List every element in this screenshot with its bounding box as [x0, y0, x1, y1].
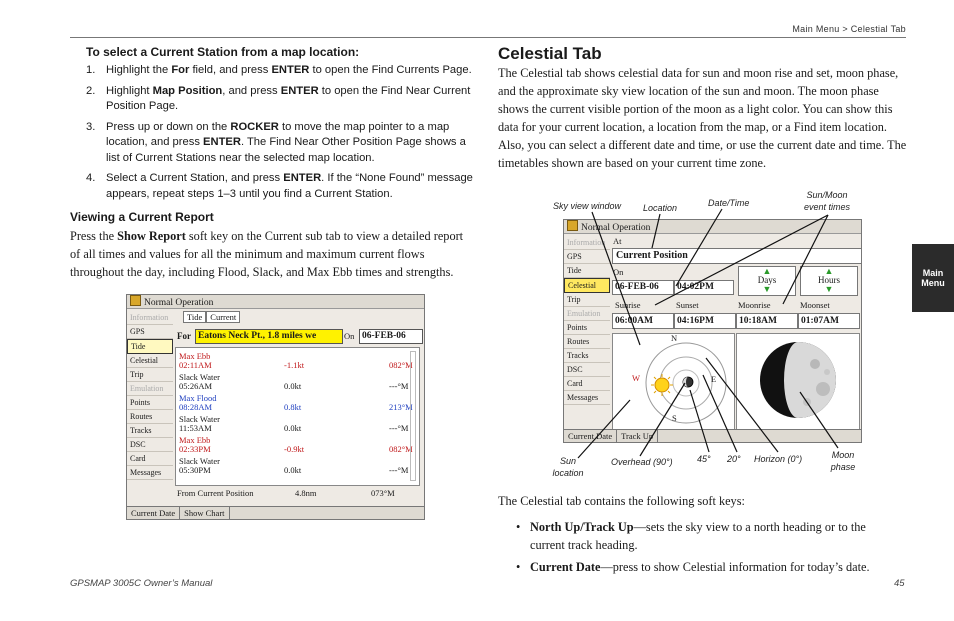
menu-item-celestial[interactable]: Celestial [564, 278, 610, 293]
menu-item-points[interactable]: Points [564, 321, 610, 335]
bullet-dot: • [516, 520, 521, 534]
moonset-header: Moonset [800, 300, 830, 310]
event-time: 02:11AM [179, 360, 212, 370]
menu-item-routes[interactable]: Routes [127, 410, 173, 424]
callout-moon-line1: Moon [831, 450, 855, 460]
location-leader [652, 214, 660, 248]
bullet-text: —press to show Celestial information for today’s date. [600, 560, 870, 574]
side-tab-line1: Main [922, 268, 944, 278]
menu-item-tracks[interactable]: Tracks [127, 424, 173, 438]
title-text: Normal Operation [581, 223, 651, 233]
menu-item-gps[interactable]: GPS [127, 325, 173, 339]
event-time: 08:28AM [179, 402, 213, 412]
footer-manual-title: GPSMAP 3005C Owner’s Manual [70, 578, 213, 589]
callout-sunmoon-line2: event times [803, 202, 851, 212]
date-field[interactable]: 06-FEB-06 [359, 329, 423, 344]
for-field[interactable]: Eatons Neck Pt., 1.8 miles we [195, 329, 343, 344]
step-number: 2. [86, 84, 96, 97]
step-text: Highlight Map Position, and press ENTER to open the Find Near Current Position Page. [106, 84, 471, 112]
current-date-softkey[interactable]: Current Date [564, 430, 617, 442]
moonrise-time: 10:18AM [736, 313, 798, 329]
sunmoon-leader-1 [783, 215, 828, 304]
sunmoon-leader-2 [655, 215, 828, 305]
step-number: 3. [86, 120, 96, 133]
bullet-item [512, 558, 892, 576]
menu-item-routes[interactable]: Routes [564, 335, 610, 349]
event-time: 05:26AM [179, 381, 213, 391]
tab-tide[interactable]: Tide [183, 311, 206, 323]
current-direction: ---°M [389, 423, 409, 433]
softkey-bullets [512, 518, 892, 580]
menu-item-information[interactable]: Information [564, 236, 610, 250]
step-number: 4. [86, 172, 96, 184]
callout-location: Location [643, 203, 678, 213]
current-speed: 0.8kt [284, 402, 302, 412]
track-up-softkey[interactable]: Track Up [617, 430, 658, 442]
callout-datetime: Date/Time [708, 198, 750, 208]
menu-item-gps[interactable]: GPS [564, 250, 610, 264]
menu-item-points[interactable]: Points [127, 396, 173, 410]
north-label: N [671, 333, 678, 343]
bullet-text: —sets the sky view to a north heading or to the current track heading. [530, 520, 866, 552]
sun-leader [578, 400, 630, 458]
sunset-header: Sunset [676, 300, 699, 310]
menu-item-messages[interactable]: Messages [127, 466, 173, 480]
menu-item-emulation[interactable]: Emulation [127, 382, 173, 396]
step-text: Press up or down on the ROCKER to move the map pointer to a map location, and press ENTER. The Find Near Other Position Page shows a list of Current Stations near the selected map location. [106, 120, 466, 164]
from-label: From Current Position [177, 488, 254, 498]
hours-down-icon[interactable]: ▼ [824, 284, 834, 294]
menu-item-tide[interactable]: Tide [127, 339, 173, 354]
callout-sun-location [548, 455, 588, 479]
step-text: Select a Current Station, and press ENTER. If the “None Found” message appears, repeat steps 1–3 until you find a Current Station. [106, 172, 473, 200]
softkeys-intro: The Celestial tab contains the following soft keys: [498, 494, 745, 508]
event-name: Slack Water [179, 414, 220, 424]
sunrise-header: Sunrise [615, 300, 641, 310]
days-down-icon[interactable]: ▼ [762, 284, 772, 294]
event-name: Slack Water [179, 372, 220, 382]
datetime-leader [676, 209, 722, 286]
hours-up-icon[interactable]: ▲ [824, 266, 834, 276]
current-direction: 213°M [389, 402, 413, 412]
menu-item-dsc[interactable]: DSC [564, 363, 610, 377]
south-label: S [672, 413, 677, 423]
menu-item-celestial[interactable]: Celestial [127, 354, 173, 368]
bullet-item [512, 518, 892, 554]
show-chart-softkey[interactable]: Show Chart [180, 507, 229, 519]
current-speed: 0.0kt [284, 381, 302, 391]
report-paragraph: Press the Show Report soft key on the Current sub tab to view a detailed report of all times and values for all the minimum and maximum current flows throughout the day, including Flood, Slack, and Max Ebb times and strengths. [70, 229, 464, 279]
sunset-time: 04:16PM [674, 313, 736, 329]
callout-45: 45° [697, 454, 711, 464]
footer-page-number: 45 [894, 578, 905, 589]
on-label: On [344, 331, 355, 341]
current-date-softkey[interactable]: Current Date [127, 507, 180, 519]
deg45-leader [690, 390, 709, 452]
east-label: E [711, 374, 717, 384]
event-time: 02:33PM [179, 444, 211, 454]
from-bearing: 073°M [371, 488, 395, 498]
menu-item-emulation[interactable]: Emulation [564, 307, 610, 321]
hours-label: Hours [818, 275, 840, 285]
celestial-paragraph: The Celestial tab shows celestial data for sun and moon rise and set, moon phase, and the approximate sky view location of the sun and moon. The moon phase shows the current visible portion of the moon as a light color. You can show this data for your current location, a location from the map, or a Find item location. Also, you can select a different date and time, or use the current date and time. The timetables shown are based on your current time zone. [498, 66, 907, 170]
current-direction: ---°M [389, 381, 409, 391]
sunrise-time: 06:00AM [612, 313, 674, 329]
callout-moon-phase [826, 449, 860, 473]
days-up-icon[interactable]: ▲ [762, 266, 772, 276]
menu-item-trip[interactable]: Trip [127, 368, 173, 382]
current-speed: -0.9kt [284, 444, 305, 454]
event-name: Max Flood [179, 393, 217, 403]
tab-current[interactable]: Current [206, 311, 240, 323]
menu-item-information[interactable]: Information [127, 311, 173, 325]
callout-horizon: Horizon (0°) [754, 454, 803, 464]
report-heading: Viewing a Current Report [70, 210, 214, 224]
current-direction: 082°M [389, 360, 413, 370]
current-direction: 082°M [389, 444, 413, 454]
menu-item-tracks[interactable]: Tracks [564, 349, 610, 363]
menu-item-trip[interactable]: Trip [564, 293, 610, 307]
step-number: 1. [86, 64, 96, 76]
title-text: Normal Operation [144, 298, 214, 308]
event-time: 11:53AM [179, 423, 212, 433]
current-speed: 0.0kt [284, 423, 302, 433]
section-heading: Celestial Tab [498, 44, 602, 63]
callout-moon-line2: phase [830, 462, 856, 472]
bullet-term: Current Date [530, 560, 601, 574]
days-label: Days [757, 275, 777, 285]
menu-item-messages[interactable]: Messages [564, 391, 610, 405]
callout-20: 20° [727, 454, 741, 464]
on-label: On [613, 267, 624, 277]
event-time: 05:30PM [179, 465, 211, 475]
menu-item-card[interactable]: Card [564, 377, 610, 391]
moonset-time: 01:07AM [798, 313, 860, 329]
current-direction: ---°M [389, 465, 409, 475]
moonrise-header: Moonrise [738, 300, 771, 310]
location-field[interactable]: Current Position [612, 248, 862, 264]
deg20-leader [703, 375, 737, 452]
for-label: For [177, 331, 191, 341]
bullet-term: North Up/Track Up [530, 520, 634, 534]
current-speed: -1.1kt [284, 360, 305, 370]
from-distance: 4.8nm [295, 488, 317, 498]
event-name: Slack Water [179, 456, 220, 466]
callout-sun-line2: location [552, 468, 584, 478]
west-label: W [632, 373, 641, 383]
overhead-leader [640, 383, 685, 456]
event-name: Max Ebb [179, 351, 211, 361]
callout-sun-line1: Sun [559, 456, 576, 466]
at-label: At [613, 236, 622, 246]
menu-item-dsc[interactable]: DSC [127, 438, 173, 452]
menu-item-card[interactable]: Card [127, 452, 173, 466]
side-tab-line2: Menu [921, 278, 945, 288]
callout-sky-view: Sky view window [553, 201, 622, 211]
time-field[interactable]: 04:02PM [674, 280, 734, 295]
callout-overhead: Overhead (90°) [611, 457, 673, 467]
date-field[interactable]: 06-FEB-06 [612, 280, 674, 295]
bullet-dot: • [516, 560, 521, 574]
event-name: Max Ebb [179, 435, 211, 445]
callout-sunmoon-line1: Sun/Moon [806, 190, 848, 200]
menu-item-tide[interactable]: Tide [564, 264, 610, 278]
procedure-title: To select a Current Station from a map location: [86, 45, 360, 59]
sky-view-leader [592, 212, 640, 345]
current-speed: 0.0kt [284, 465, 302, 475]
breadcrumb: Main Menu > Celestial Tab [792, 24, 906, 34]
step-text: Highlight the For field, and press ENTER to open the Find Currents Page. [106, 64, 472, 76]
moon-phase-leader [800, 392, 838, 448]
